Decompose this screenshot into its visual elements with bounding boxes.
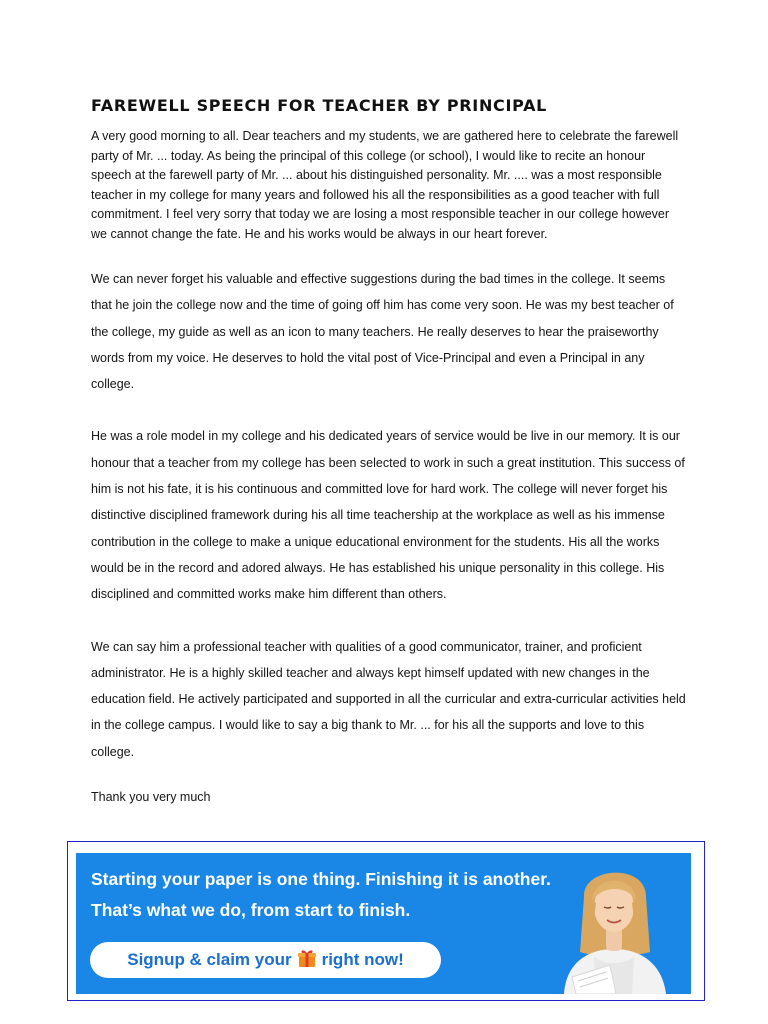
paragraph-3: He was a role model in my college and his dedicated years of service would be live in our memory. It is our honour that a teacher from my college has been selected to work in such a great institution. This success of him is not his fate, it is his continuous and committed love for hard work. The college will never forget his distinctive disciplined framework during his all time teachership at the workplace as well as his immense contribution in the college to make a unique educational environment for the students. His all the works would be in the record and adored always. He has established his unique personality in this college. His disciplined and committed works make him different than others. bbox=[91, 429, 685, 602]
gift-icon bbox=[297, 948, 317, 973]
closing-line: Thank you very much bbox=[91, 790, 211, 805]
paragraph-1: A very good morning to all. Dear teachers and my students, we are gathered here to celebrate the farewell party of Mr. ... today. As being the principal of this college (or school), I would like to recite an honour speech at the farewell party of Mr. ... about his distinguished personality. Mr. .... was a most responsible teacher in my college for many years and followed his all the responsibilities as a good teacher with full commitment. I feel very sorry that today we are losing a most responsible teacher in our college however we cannot change the fate. He and his works would be always in our heart forever. bbox=[91, 129, 679, 241]
signup-button-label-end: right now! bbox=[321, 950, 404, 969]
signup-button-label: Signup & claim your bbox=[127, 950, 292, 969]
student-photo bbox=[554, 857, 674, 994]
document-page bbox=[91, 96, 686, 807]
document-title: FAREWELL SPEECH FOR TEACHER BY PRINCIPAL bbox=[91, 96, 548, 115]
signup-button[interactable] bbox=[90, 942, 441, 978]
ad-subheadline: That’s what we do, from start to finish. bbox=[91, 900, 411, 920]
paragraph-2: We can never forget his valuable and effective suggestions during the bad times in the college. It seems that he join the college now and the time of going off him has come very soon. He was my best teacher of the college, my guide as well as an icon to many teachers. He really deserves to hear the praiseworthy words from my voice. He deserves to hold the vital post of Vice-Principal and even a Principal in any college. bbox=[91, 272, 674, 392]
paragraph-4: We can say him a professional teacher with qualities of a good communicator, trainer, and proficient administrator. He is a highly skilled teacher and always kept himself updated with new changes in the education field. He actively participated and supported in all the curricular and extra-curricular activities held in the college campus. I would like to say a big thank to Mr. ... for his all the supports and love to this college. bbox=[91, 639, 686, 759]
ad-banner[interactable] bbox=[76, 853, 691, 994]
ad-headline: Starting your paper is one thing. Finishing it is another. bbox=[91, 869, 551, 889]
